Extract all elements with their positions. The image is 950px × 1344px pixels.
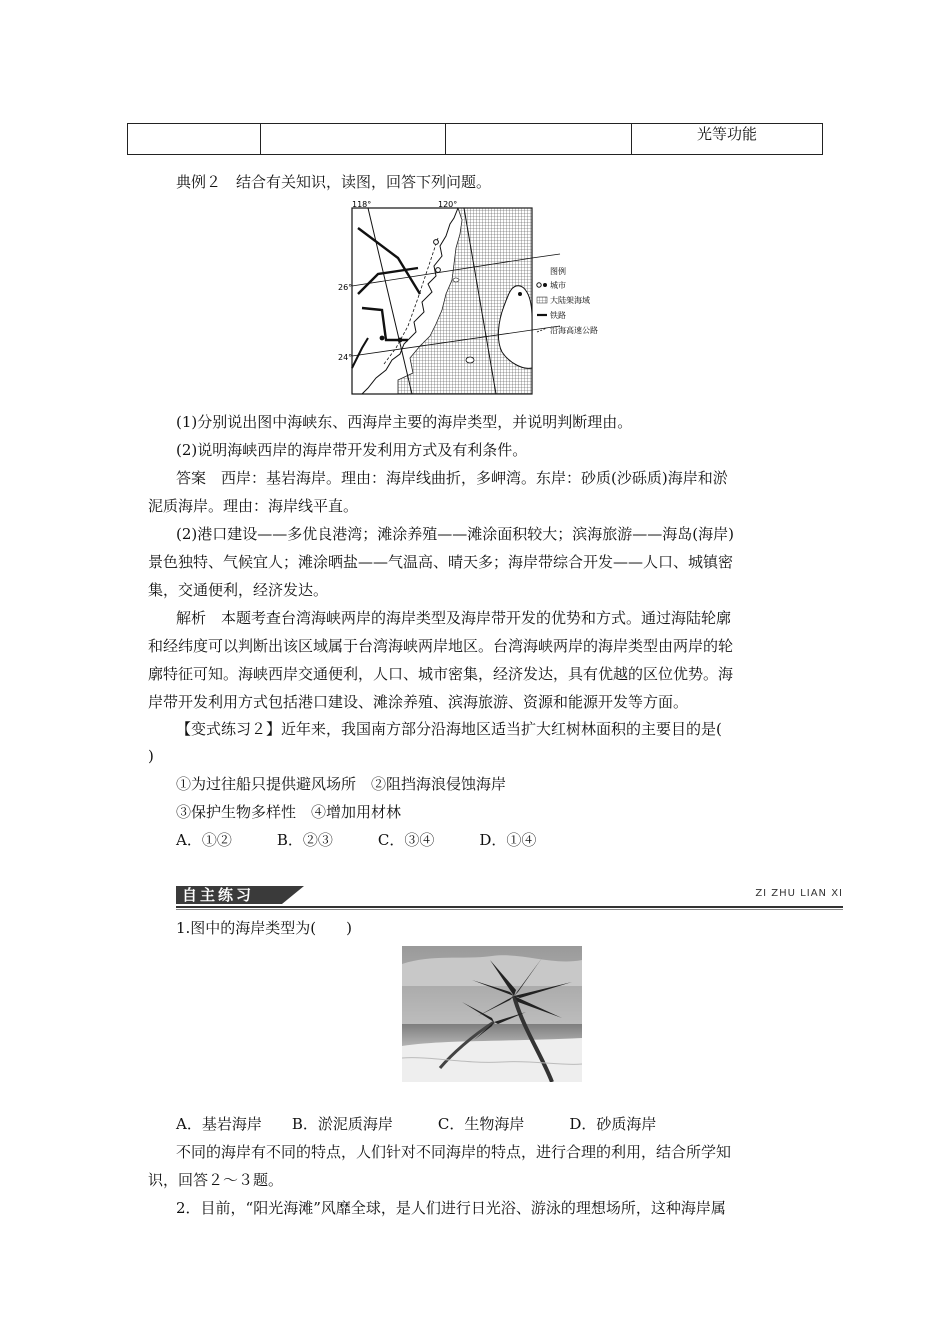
legend-item: 城市 [550, 281, 566, 290]
answer-line: 泥质海岸。理由：海岸线平直。 [148, 497, 359, 515]
table-cell: 光等功能 [632, 124, 823, 155]
variant-options: ③保护生物多样性 ④增加用材林 [176, 803, 402, 821]
analysis-line: 岸带开发利用方式包括港口建设、滩涂养殖、滨海旅游、资源和能源开发等方面。 [148, 693, 689, 711]
answer-line: 答案 西岸：基岩海岸。理由：海岸线曲折，多岬湾。东岸：砂质(沙砾质)海岸和淤 [176, 469, 728, 487]
answer-line: 景色独特、气候宜人；滩涂晒盐——气温高、晴天多；海岸带综合开发——人口、城镇密 [148, 553, 734, 571]
shelf-hatch-icon [537, 297, 547, 303]
lat-label: 24° [338, 353, 353, 362]
lat-label: 26° [338, 283, 353, 292]
practice-question-1-choices: A．基岩海岸 B．淤泥质海岸 C．生物海岸 D．砂质海岸 [176, 1115, 657, 1133]
legend-item: 沿海高速公路 [550, 326, 598, 335]
taiwan-strait-map [338, 198, 628, 398]
continued-table [127, 123, 823, 155]
legend-item: 大陆架海域 [550, 296, 590, 305]
banner-subtitle: ZI ZHU LIAN XI [755, 888, 843, 899]
variant-stem: ) [148, 747, 154, 765]
analysis-line: 和经纬度可以判断出该区域属于台湾海峡两岸地区。台湾海峡两岸的海岸类型由两岸的轮 [148, 637, 734, 655]
variant-choices: A．①② B．②③ C．③④ D．①④ [176, 831, 537, 849]
practice-question-2: 2．目前，“阳光海滩”风靡全球，是人们进行日光浴、游泳的理想场所，这种海岸属 [176, 1199, 726, 1217]
lon-label: 118° [352, 200, 372, 209]
question-1: (1)分别说出图中海峡东、西海岸主要的海岸类型，并说明判断理由。 [176, 413, 633, 431]
beach-photo [402, 946, 582, 1082]
practice-intro: 不同的海岸有不同的特点，人们针对不同海岸的特点，进行合理的利用，结合所学知 [176, 1143, 732, 1161]
map-legend [537, 266, 598, 335]
analysis-line: 解析 本题考查台湾海峡两岸的海岸类型及海岸带开发的优势和方式。通过海陆轮廓 [176, 609, 732, 627]
lon-label: 120° [438, 200, 458, 209]
variant-options: ①为过往船只提供避风场所 ②阻挡海浪侵蚀海岸 [176, 775, 507, 793]
question-2: (2)说明海峡西岸的海岸带开发利用方式及有利条件。 [176, 441, 528, 459]
city-dot-icon [537, 283, 541, 287]
banner-title: 自主练习 [176, 886, 282, 904]
practice-question-1: 1.图中的海岸类型为( ) [176, 919, 353, 937]
table-cell [446, 124, 632, 155]
practice-banner [176, 884, 843, 912]
answer-line: 集，交通便利，经济发达。 [148, 581, 329, 599]
table-cell [128, 124, 261, 155]
example2-heading: 典例２ 结合有关知识，读图，回答下列问题。 [176, 173, 492, 191]
answer-line: (2)港口建设——多优良港湾；滩涂养殖——滩涂面积较大；滨海旅游——海岛(海岸) [176, 525, 734, 543]
variant-stem: 【变式练习２】近年来，我国南方部分沿海地区适当扩大红树林面积的主要目的是( [176, 720, 722, 738]
legend-title: 图例 [550, 267, 566, 276]
legend-item: 铁路 [550, 311, 566, 320]
table-cell [261, 124, 446, 155]
analysis-line: 廓特征可知。海峡西岸交通便利，人口、城市密集，经济发达，具有优越的区位优势。海 [148, 665, 734, 683]
practice-intro: 识，回答２～３题。 [148, 1171, 284, 1189]
